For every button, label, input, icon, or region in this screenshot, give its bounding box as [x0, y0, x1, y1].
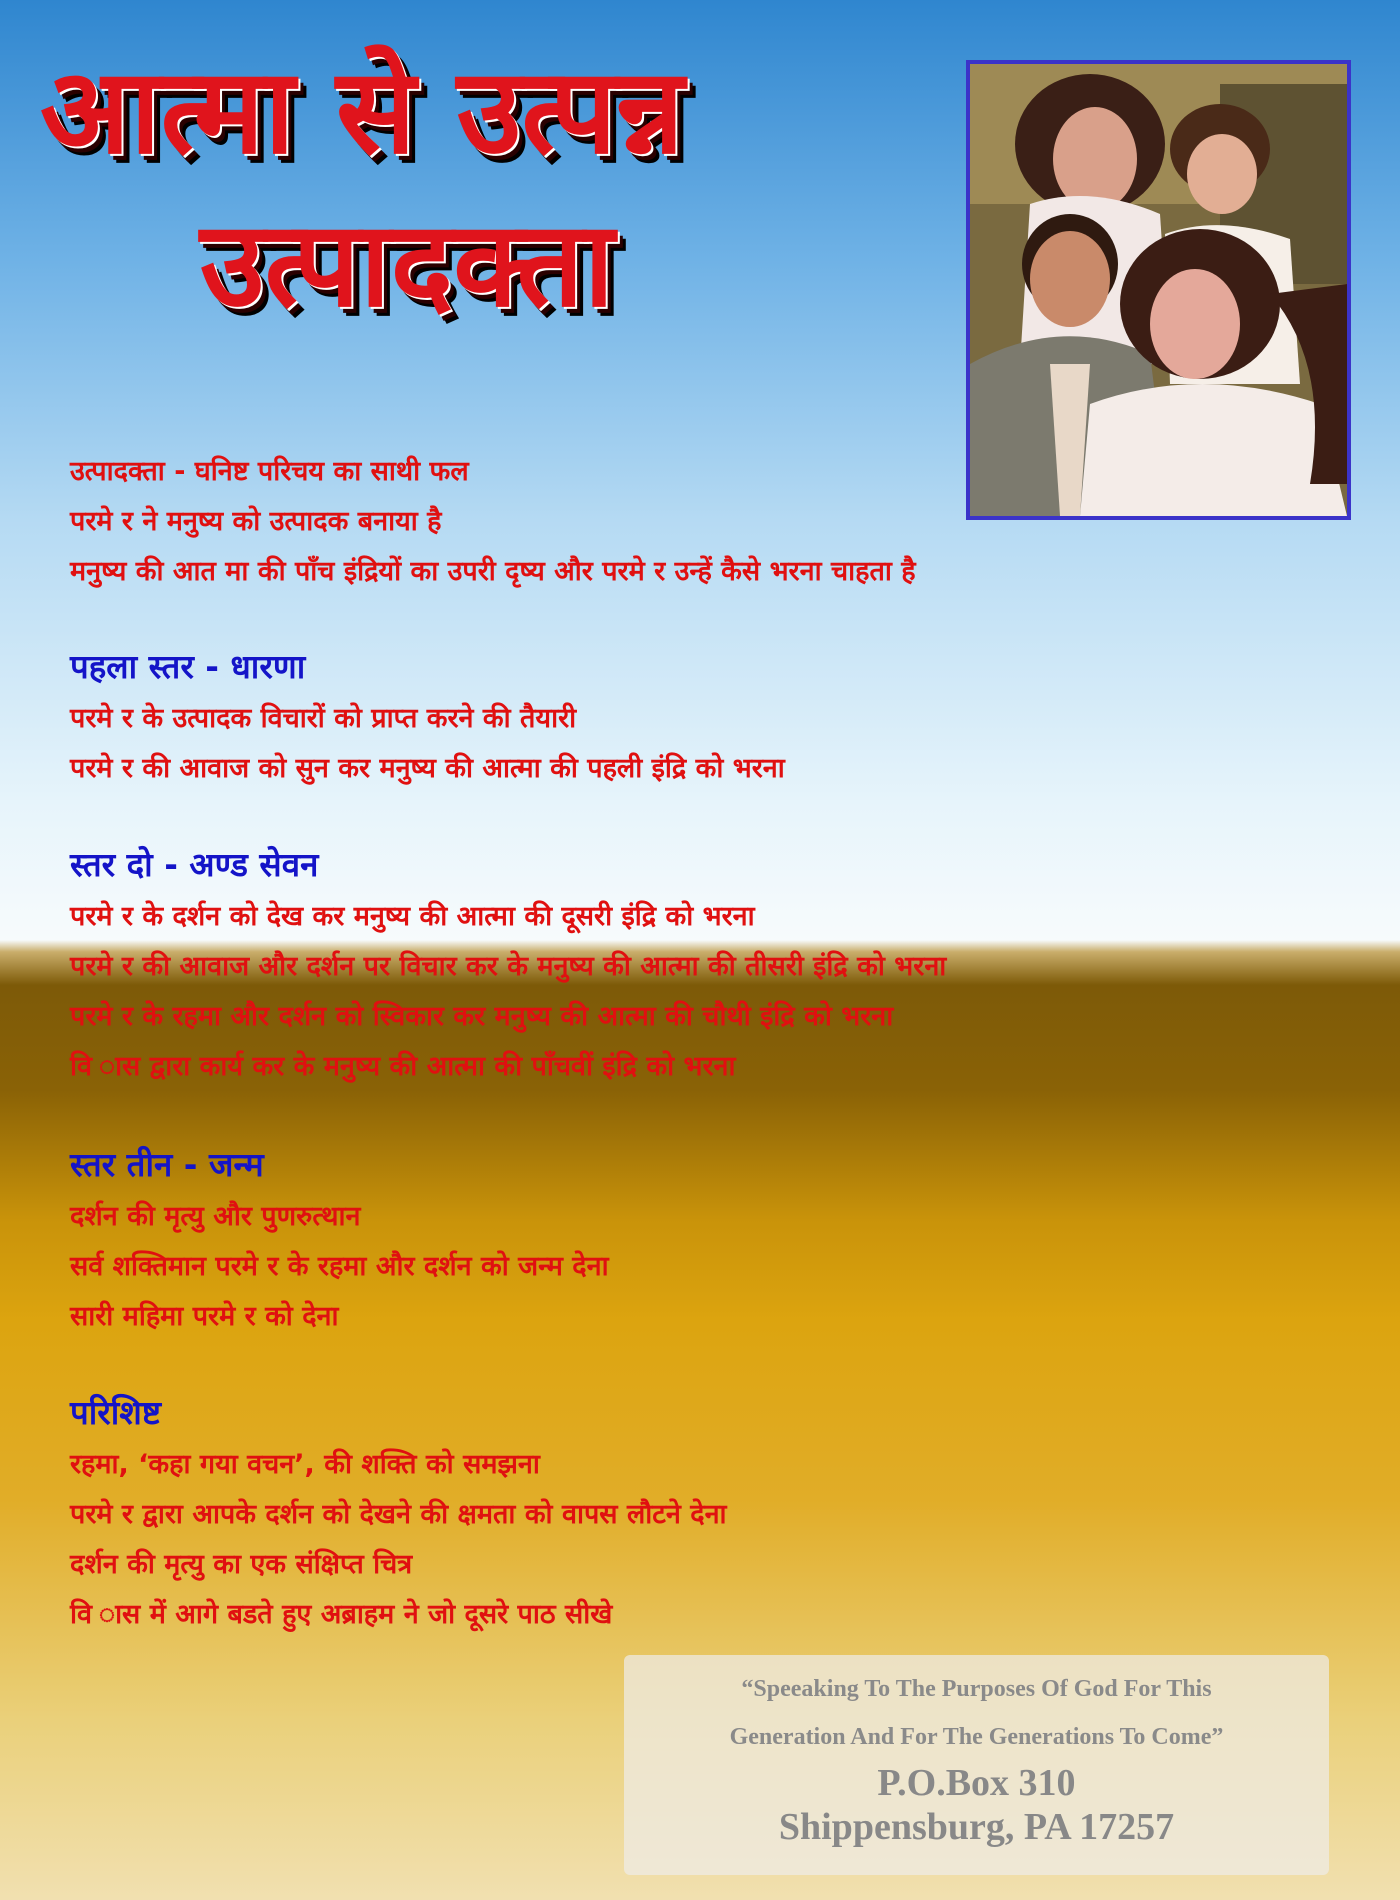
footer-panel	[624, 1655, 1329, 1875]
footer-quote-line-1: “Speeaking To The Purposes Of God For This	[741, 1676, 1212, 1702]
footer-quote-line-2: Generation And For The Generations To Come”	[729, 1724, 1224, 1750]
section-line: परमे र की आवाज को सुन कर मनुष्य की आत्मा की पहली इंद्रि को भरना	[70, 753, 785, 784]
section-third-level	[70, 1142, 1270, 1342]
section-list	[70, 892, 1270, 1092]
section-line: वि ास द्वारा कार्य कर के मनुष्य की आत्मा की पाँचवीं इंद्रि को भरना	[70, 1051, 736, 1082]
section-list	[70, 1440, 1270, 1640]
section-line: परमे र द्वारा आपके दर्शन को देखने की क्षमता को वापस लौटने देना	[70, 1499, 727, 1530]
section-line: परमे र के दर्शन को देख कर मनुष्य की आत्मा की दूसरी इंद्रि को भरना	[70, 901, 755, 932]
section-appendix	[70, 1390, 1270, 1640]
title-line-1: आत्मा से उत्पन्न	[40, 42, 685, 180]
section-line: परमे र की आवाज और दर्शन पर विचार कर के मनुष्य की आत्मा की तीसरी इंद्रि को भरना	[70, 951, 947, 982]
intro-line: परमे र ने मनुष्य को उत्पादक बनाया है	[70, 506, 442, 537]
intro-list	[70, 447, 1270, 597]
section-heading: स्तर दो - अण्ड सेवन	[70, 845, 319, 884]
section-line: परमे र के उत्पादक विचारों को प्राप्त करने की तैयारी	[70, 703, 577, 734]
section-heading: पहला स्तर - धारणा	[70, 647, 306, 686]
section-line: दर्शन की मृत्यु और पुणरुत्थान	[70, 1201, 361, 1232]
section-line: सर्व शक्तिमान परमे र के रहमा और दर्शन को जन्म देना	[70, 1251, 609, 1282]
section-heading: स्तर तीन - जन्म	[70, 1145, 264, 1184]
intro-line: मनुष्य की आत मा की पाँच इंद्रियों का उपरी दृष्य और परमे र उन्हें कैसे भरना चाहता है	[70, 556, 916, 587]
intro-line: उत्पादक्ता - घनिष्ट परिचय का साथी फल	[70, 456, 469, 487]
section-second-level	[70, 842, 1270, 1092]
footer-city: Shippensburg, PA 17257	[778, 1806, 1175, 1848]
section-list	[70, 694, 1270, 794]
section-first-level	[70, 644, 1270, 794]
section-line: सारी महिमा परमे र को देना	[70, 1301, 339, 1332]
section-heading: परिशिष्ट	[70, 1393, 162, 1432]
intro-section	[70, 447, 1270, 597]
section-line: रहमा, ‘कहा गया वचन’, की शक्ति को समझना	[70, 1449, 540, 1480]
section-line: वि ास में आगे बडते हुए अब्राहम ने जो दूसरे पाठ सीखे	[70, 1599, 613, 1630]
section-list	[70, 1192, 1270, 1342]
footer-po-box: P.O.Box 310	[877, 1762, 1076, 1804]
section-line: परमे र के रहमा और दर्शन को स्विकार कर मनुष्य की आत्मा की चौथी इंद्रि को भरना	[70, 1001, 894, 1032]
title-line-2: उत्पादक्ता	[200, 195, 615, 333]
section-line: दर्शन की मृत्यु का एक संक्षिप्त चित्र	[70, 1549, 413, 1580]
